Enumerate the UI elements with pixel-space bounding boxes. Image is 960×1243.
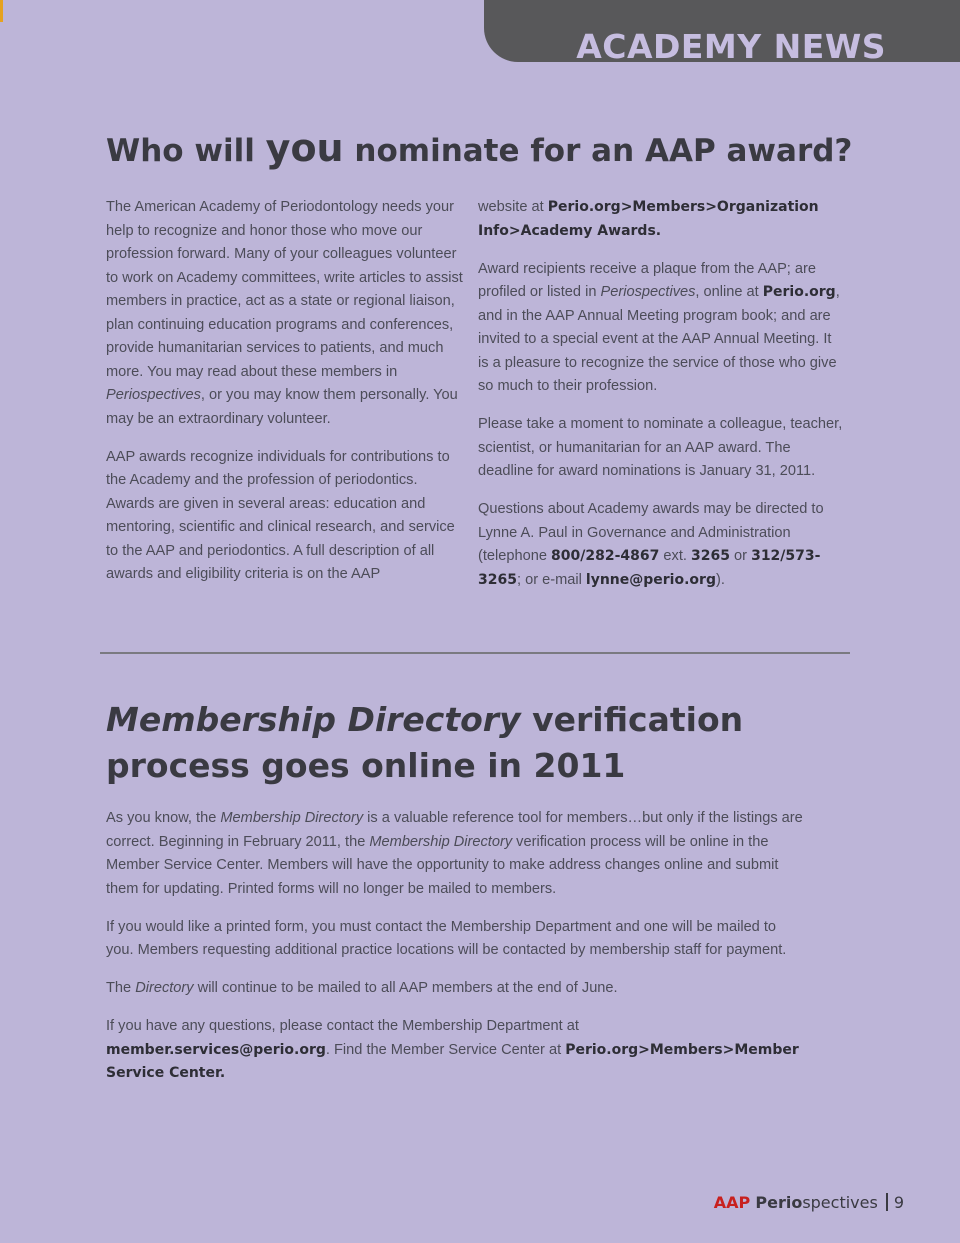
directory-paragraph-3 — [106, 977, 806, 1001]
awards-web-path[interactable]: Perio.org>Members>Organization Info>Academy Awards. — [478, 199, 819, 239]
awards-paragraph-1 — [106, 196, 464, 431]
section-divider — [100, 652, 850, 654]
footer-separator — [886, 1193, 888, 1211]
section-tab-label: ACADEMY NEWS — [576, 27, 886, 62]
text: ext. — [659, 548, 692, 564]
footer-brand-perio: Perio — [755, 1193, 803, 1212]
text: verification process will be online in the Member Service Center. Members will have the opportunity to make address changes online and submit them for updating. Printed forms will no longer be mailed to members. — [106, 833, 779, 897]
text: , and in the AAP Annual Meeting program book; and are invited to a special event at the AAP Annual Meeting. It is a pleasure to recognize the service of those who give so much to their profession. — [478, 284, 840, 394]
publication-name: Periospectives — [106, 387, 201, 403]
directory-article-body — [106, 807, 806, 1100]
article-title-directory — [106, 697, 866, 789]
text: Award recipients receive a plaque from the AAP; are profiled or listed in — [478, 260, 817, 300]
text: If you have any questions, please contact the Membership Department at — [106, 1018, 579, 1034]
text: The American Academy of Periodontology needs your help to recognize and honor those who move our profession forward. Many of your colleagues volunteer to work on Academy committees, write articles to assist members in practice, act as a state or regional liaison, plan continuing education programs and conferences, provide humanitarian services to patients, and much more. You may read about these members in — [106, 199, 463, 380]
section-tab — [484, 0, 960, 62]
corner-accent-mark — [0, 0, 3, 22]
directory-paragraph-1 — [106, 807, 806, 901]
phone-extension: 3265 — [691, 548, 730, 564]
awards-paragraph-6 — [478, 498, 846, 592]
directory-paragraph-4 — [106, 1015, 806, 1086]
text: . Find the Member Service Center at — [325, 1041, 566, 1058]
text: website at — [478, 199, 548, 215]
title-pre: Who will — [106, 133, 266, 169]
awards-paragraph-5: Please take a moment to nominate a colleague, teacher, scientist, or humanitarian for an AAP award. The deadline for award nominations is January 31, 2011. — [478, 416, 843, 479]
footer-brand-aap: AAP — [713, 1193, 751, 1212]
title-rest: verification process goes online in 2011 — [106, 700, 744, 785]
publication-name: Membership Directory — [369, 833, 513, 850]
awards-paragraph-3 — [478, 196, 846, 243]
awards-paragraph-4 — [478, 258, 846, 399]
phone-number[interactable]: 800/282-4867 — [551, 548, 660, 564]
phone-number[interactable]: 312/573-3265 — [478, 548, 821, 588]
text: As you know, the — [106, 810, 221, 826]
text: , or you may know them personally. You may be an extraordinary volunteer. — [106, 387, 458, 427]
email-link[interactable]: lynne@perio.org — [585, 571, 716, 588]
title-emphasis: Membership Directory — [106, 700, 521, 739]
footer-brand-rest: spectives — [802, 1193, 878, 1212]
text: is a valuable reference tool for members…but only if the listings are correct. Beginning in February 2011, the — [106, 810, 803, 850]
text: , online at — [695, 284, 763, 300]
publication-name: Directory — [135, 980, 194, 996]
text: ). — [715, 571, 725, 588]
awards-paragraph-2: AAP awards recognize individuals for contributions to the Academy and the profession of periodontics. Awards are given in several areas: education and mentoring, scientific and clinical research, and service to the AAP and periodontics. A full description of all awards and eligibility criteria is on the AAP — [106, 448, 455, 582]
text: The — [106, 980, 136, 996]
text: ; or e-mail — [516, 571, 586, 588]
page-footer — [714, 1193, 904, 1212]
title-emphasis: you — [265, 126, 344, 170]
text: will continue to be mailed to all AAP members at the end of June. — [193, 980, 618, 996]
email-link[interactable]: member.services@perio.org — [106, 1041, 326, 1058]
directory-paragraph-2: If you would like a printed form, you must contact the Membership Department and one will be mailed to you. Members requesting additional practice locations will be contacted by membership staff for payment. — [106, 918, 787, 958]
awards-column-right — [478, 196, 846, 607]
perio-org-link[interactable]: Perio.org — [762, 284, 836, 300]
publication-name: Membership Directory — [220, 810, 364, 826]
text: Questions about Academy awards may be directed to Lynne A. Paul in Governance and Administration (telephone — [478, 501, 824, 564]
awards-column-left — [106, 196, 464, 601]
title-post: nominate for an AAP award? — [343, 133, 853, 169]
text: or — [729, 548, 752, 564]
member-service-center-link[interactable]: Perio.org>Members>Member Service Center. — [106, 1041, 799, 1081]
article-title-awards — [106, 126, 852, 172]
page-number: 9 — [893, 1193, 904, 1212]
publication-name: Periospectives — [600, 284, 696, 300]
